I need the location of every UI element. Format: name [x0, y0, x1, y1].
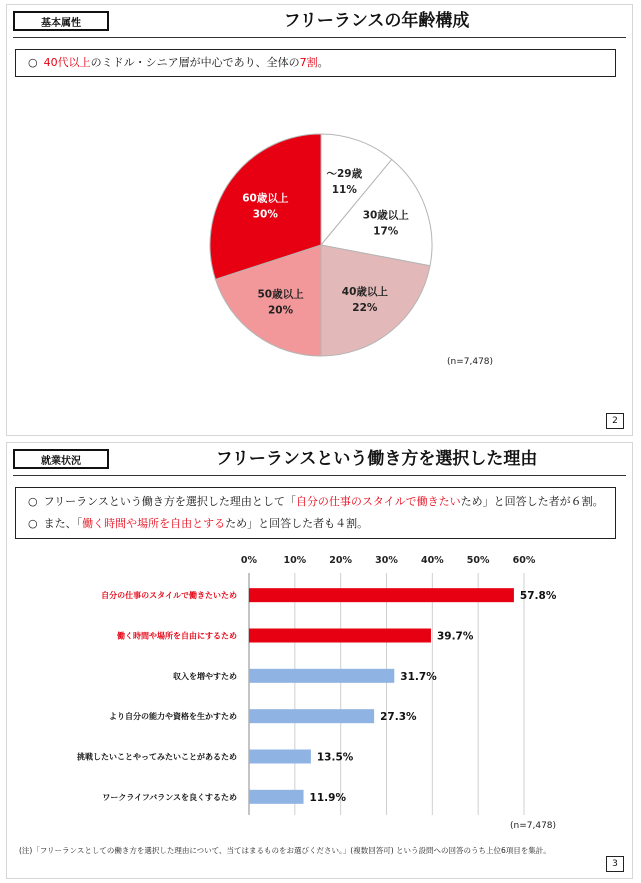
slice-label: 40歳以上	[341, 286, 388, 299]
bar	[249, 709, 374, 723]
slice-value-label: 17%	[373, 225, 399, 238]
x-tick-label: 60%	[512, 555, 536, 566]
x-tick-label: 30%	[375, 555, 398, 566]
bullet-mark: ○	[28, 495, 38, 508]
highlight-text: 自分の仕事のスタイルで働きたい	[295, 495, 461, 508]
section-tag: 就業状況	[13, 449, 109, 469]
slide-title: フリーランスという働き方を選択した理由	[215, 449, 538, 469]
x-tick-label: 50%	[466, 555, 490, 566]
slice-label: 60歳以上	[242, 192, 289, 205]
page-number: 3	[606, 856, 624, 872]
highlight-text: 7割	[299, 56, 318, 69]
category-label: 挑戦したいことやってみたいことがあるため	[77, 752, 237, 762]
slice-label: ～29歳	[326, 168, 363, 181]
summary-text: フリーランスという働き方を選択した理由として「	[43, 495, 296, 508]
bar-value-label: 13.5%	[316, 751, 354, 764]
summary-text: また、「	[43, 517, 83, 530]
slice-value-label: 11%	[331, 184, 357, 197]
x-tick-label: 40%	[420, 555, 444, 566]
x-tick-label: 10%	[283, 555, 307, 566]
slice-value-label: 20%	[267, 304, 294, 317]
category-label: ワークライフバランスを良くするため	[102, 792, 237, 802]
bar	[249, 750, 311, 764]
bar-value-label: 11.9%	[309, 791, 346, 804]
summary-text: ため」と回答した者も４割。	[225, 517, 369, 530]
section-tag: 基本属性	[13, 11, 109, 31]
page-number: 2	[606, 413, 624, 429]
bar	[249, 629, 431, 643]
slice-value-label: 30%	[252, 208, 278, 221]
sample-size-note: (n=7,478)	[447, 357, 494, 367]
slice-value-label: 22%	[352, 302, 378, 315]
bar	[249, 669, 394, 683]
slide-title: フリーランスの年齢構成	[283, 11, 470, 31]
reasons-bar-chart	[7, 443, 634, 880]
bar	[249, 588, 514, 602]
sample-size-note: (n=7,478)	[510, 821, 557, 831]
x-tick-label: 20%	[329, 555, 353, 566]
age-pie-chart	[7, 5, 634, 437]
highlight-text: 40代以上	[43, 56, 91, 69]
bullet-mark: ○	[28, 517, 38, 530]
highlight-text: 働く時間や場所を自由とする	[82, 517, 226, 530]
bar	[249, 790, 304, 804]
slide-reasons	[6, 442, 633, 879]
bullet-mark: ○	[28, 56, 38, 69]
slide-age-composition	[6, 4, 633, 436]
footnote: (注)「フリーランスとしての働き方を選択した理由について、当てはまるものをお選びください。」(複数回答可) という設問への回答のうち上位6項目を集計。	[19, 846, 551, 855]
bar-value-label: 39.7%	[436, 630, 474, 643]
category-label: 収入を増やすため	[173, 671, 237, 681]
bar-value-label: 57.8%	[519, 590, 557, 603]
slice-label: 30歳以上	[362, 209, 409, 222]
category-label: より自分の能力や資格を生かすため	[109, 712, 237, 722]
bar-value-label: 31.7%	[400, 670, 437, 683]
slice-label: 50歳以上	[257, 288, 304, 301]
summary-text: ため」と回答した者が６割。	[460, 495, 604, 508]
category-label: 自分の仕事のスタイルで働きたいため	[101, 591, 237, 601]
x-tick-label: 0%	[240, 555, 258, 566]
summary-text: 。	[317, 56, 329, 69]
category-label: 働く時間や場所を自由にするため	[117, 631, 237, 641]
summary-text: のミドル・シニア層が中心であり、全体の	[90, 56, 300, 69]
bar-value-label: 27.3%	[380, 711, 417, 724]
